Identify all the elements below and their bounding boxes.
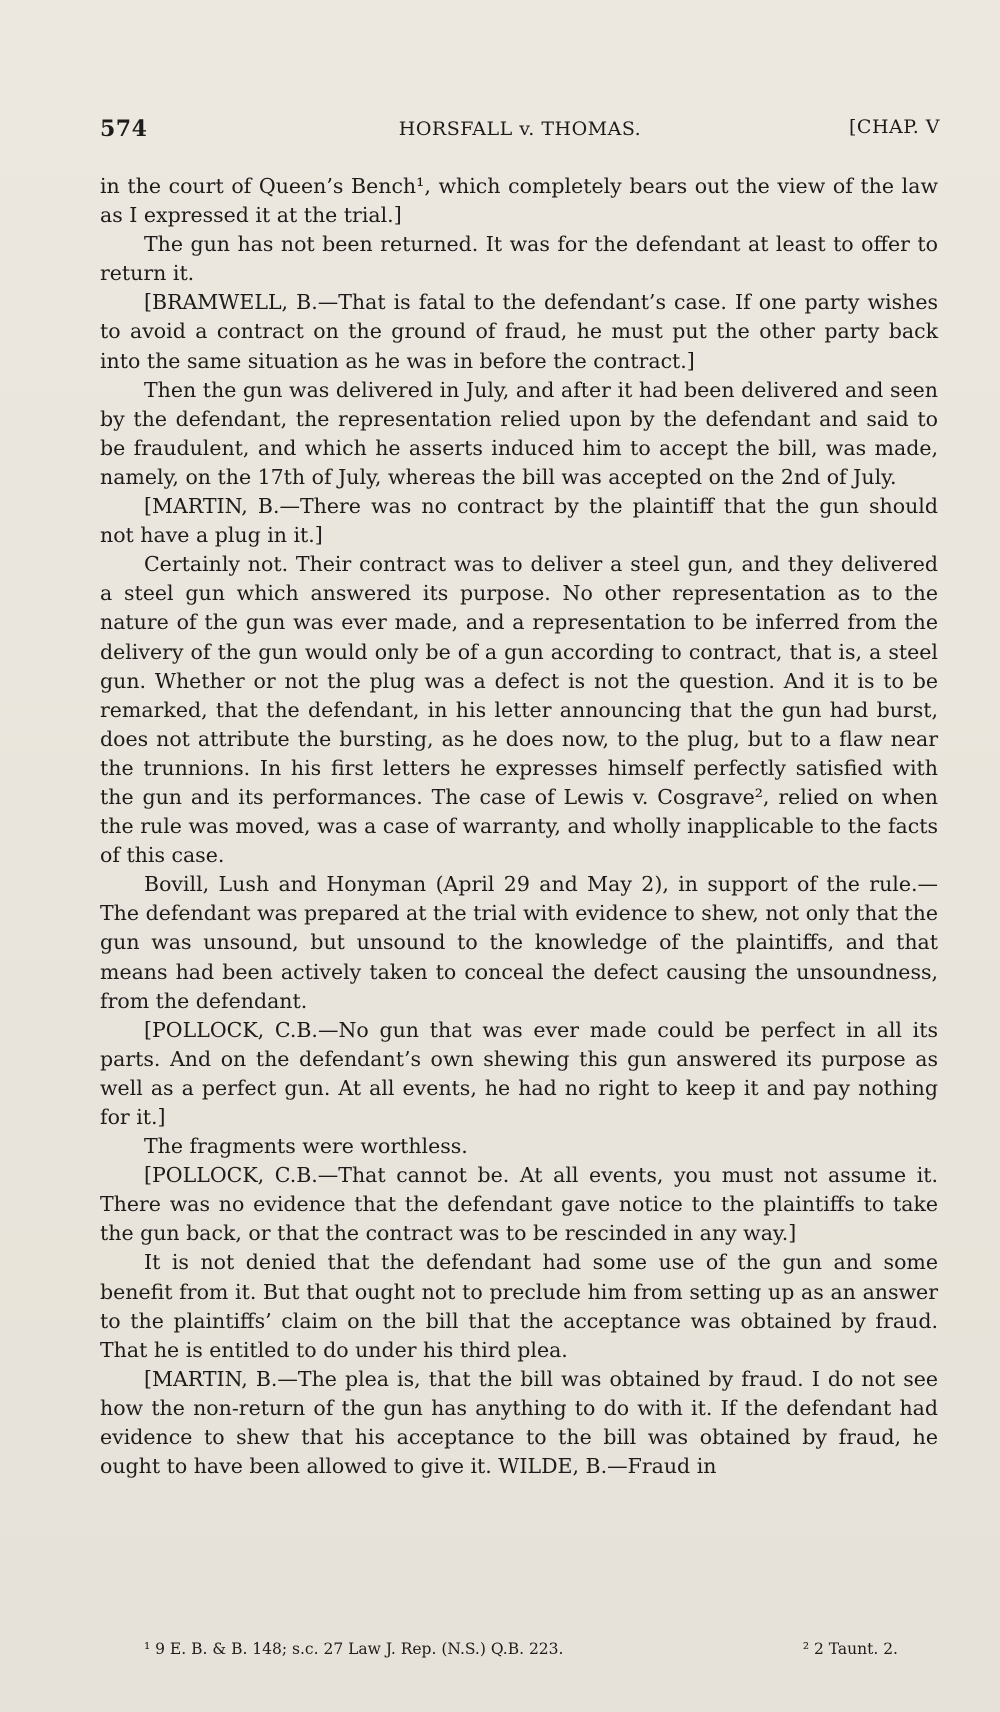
- paragraph: in the court of Queen’s Bench¹, which completely bears out the view of the law as I expressed it at the trial.]: [100, 174, 938, 228]
- running-header: [100, 116, 940, 150]
- page-number: 574: [100, 116, 148, 142]
- paragraph: Certainly not. Their contract was to deliver a steel gun, and they delivered a steel gun which answered its purpose. No other representation as to the nature of the gun was ever made, and a representation to be inferred from the delivery of the gun would only be of a gun according to contract, that is, a steel gun. Whether or not the plug was a defect is not the question. And it is to be remarked, that the defendant, in his letter announcing that the gun had burst, does not attribute the bursting, as he does now, to the plug, but to a flaw near the trunnions. In his first letters he expresses himself perfectly satisfied with the gun and its performances. The case of Lewis v. Cosgrave², relied on when the rule was moved, was a case of warranty, and wholly inapplicable to the facts of this case.: [100, 552, 938, 868]
- body-text: [100, 172, 938, 1481]
- paragraph: It is not denied that the defendant had some use of the gun and some benefit from it. But that ought not to preclude him from setting up as an answer to the plaintiffs’ claim on the bill that the acceptance was obtained by fraud. That he is entitled to do under his third plea.: [100, 1250, 938, 1362]
- running-title: HORSFALL v. THOMAS.: [398, 118, 642, 140]
- paragraph: [BRAMWELL, B.—That is fatal to the defendant’s case. If one party wishes to avoid a contract on the ground of fraud, he must put the other party back into the same situation as he was in before the contract.]: [100, 290, 938, 373]
- footnote-2: ² 2 Taunt. 2.: [802, 1640, 898, 1658]
- paragraph: Then the gun was delivered in July, and after it had been delivered and seen by the defendant, the representation relied upon by the defendant and said to be fraudulent, and which he asserts induced him to accept the bill, was made, namely, on the 17th of July, whereas the bill was accepted on the 2nd of July.: [100, 377, 938, 489]
- paragraph: Bovill, Lush and Honyman (April 29 and May 2), in support of the rule.—The defendant was prepared at the trial with evidence to shew, not only that the gun was unsound, but unsound to the knowledge of the plaintiffs, and that means had been actively taken to conceal the defect causing the unsoundness, from the defendant.: [100, 872, 938, 1013]
- footnote-1: ¹ 9 E. B. & B. 148; s.c. 27 Law J. Rep. (N.S.) Q.B. 223.: [144, 1640, 564, 1658]
- paragraph: [MARTIN, B.—The plea is, that the bill was obtained by fraud. I do not see how the non-return of the gun has anything to do with it. If the defendant had evidence to shew that his acceptance to the bill was obtained by fraud, he ought to have been allowed to give it. WILDE, B.—Fraud in: [100, 1366, 938, 1479]
- paragraph: The fragments were worthless.: [144, 1134, 468, 1159]
- chapter-label: [CHAP. V: [849, 116, 940, 138]
- paragraph: [POLLOCK, C.B.—No gun that was ever made could be perfect in all its parts. And on the defendant’s own shewing this gun answered its purpose as well as a perfect gun. At all events, he had no right to keep it and pay nothing for it.]: [100, 1017, 938, 1129]
- footnotes: [100, 1640, 938, 1666]
- paragraph: [POLLOCK, C.B.—That cannot be. At all events, you must not assume it. There was no evidence that the defendant gave notice to the plaintiffs to take the gun back, or that the contract was to be rescinded in any way.]: [100, 1163, 938, 1246]
- paragraph: [MARTIN, B.—There was no contract by the plaintiff that the gun should not have a plug in it.]: [100, 494, 938, 548]
- paragraph: The gun has not been returned. It was for the defendant at least to offer to return it.: [100, 232, 938, 286]
